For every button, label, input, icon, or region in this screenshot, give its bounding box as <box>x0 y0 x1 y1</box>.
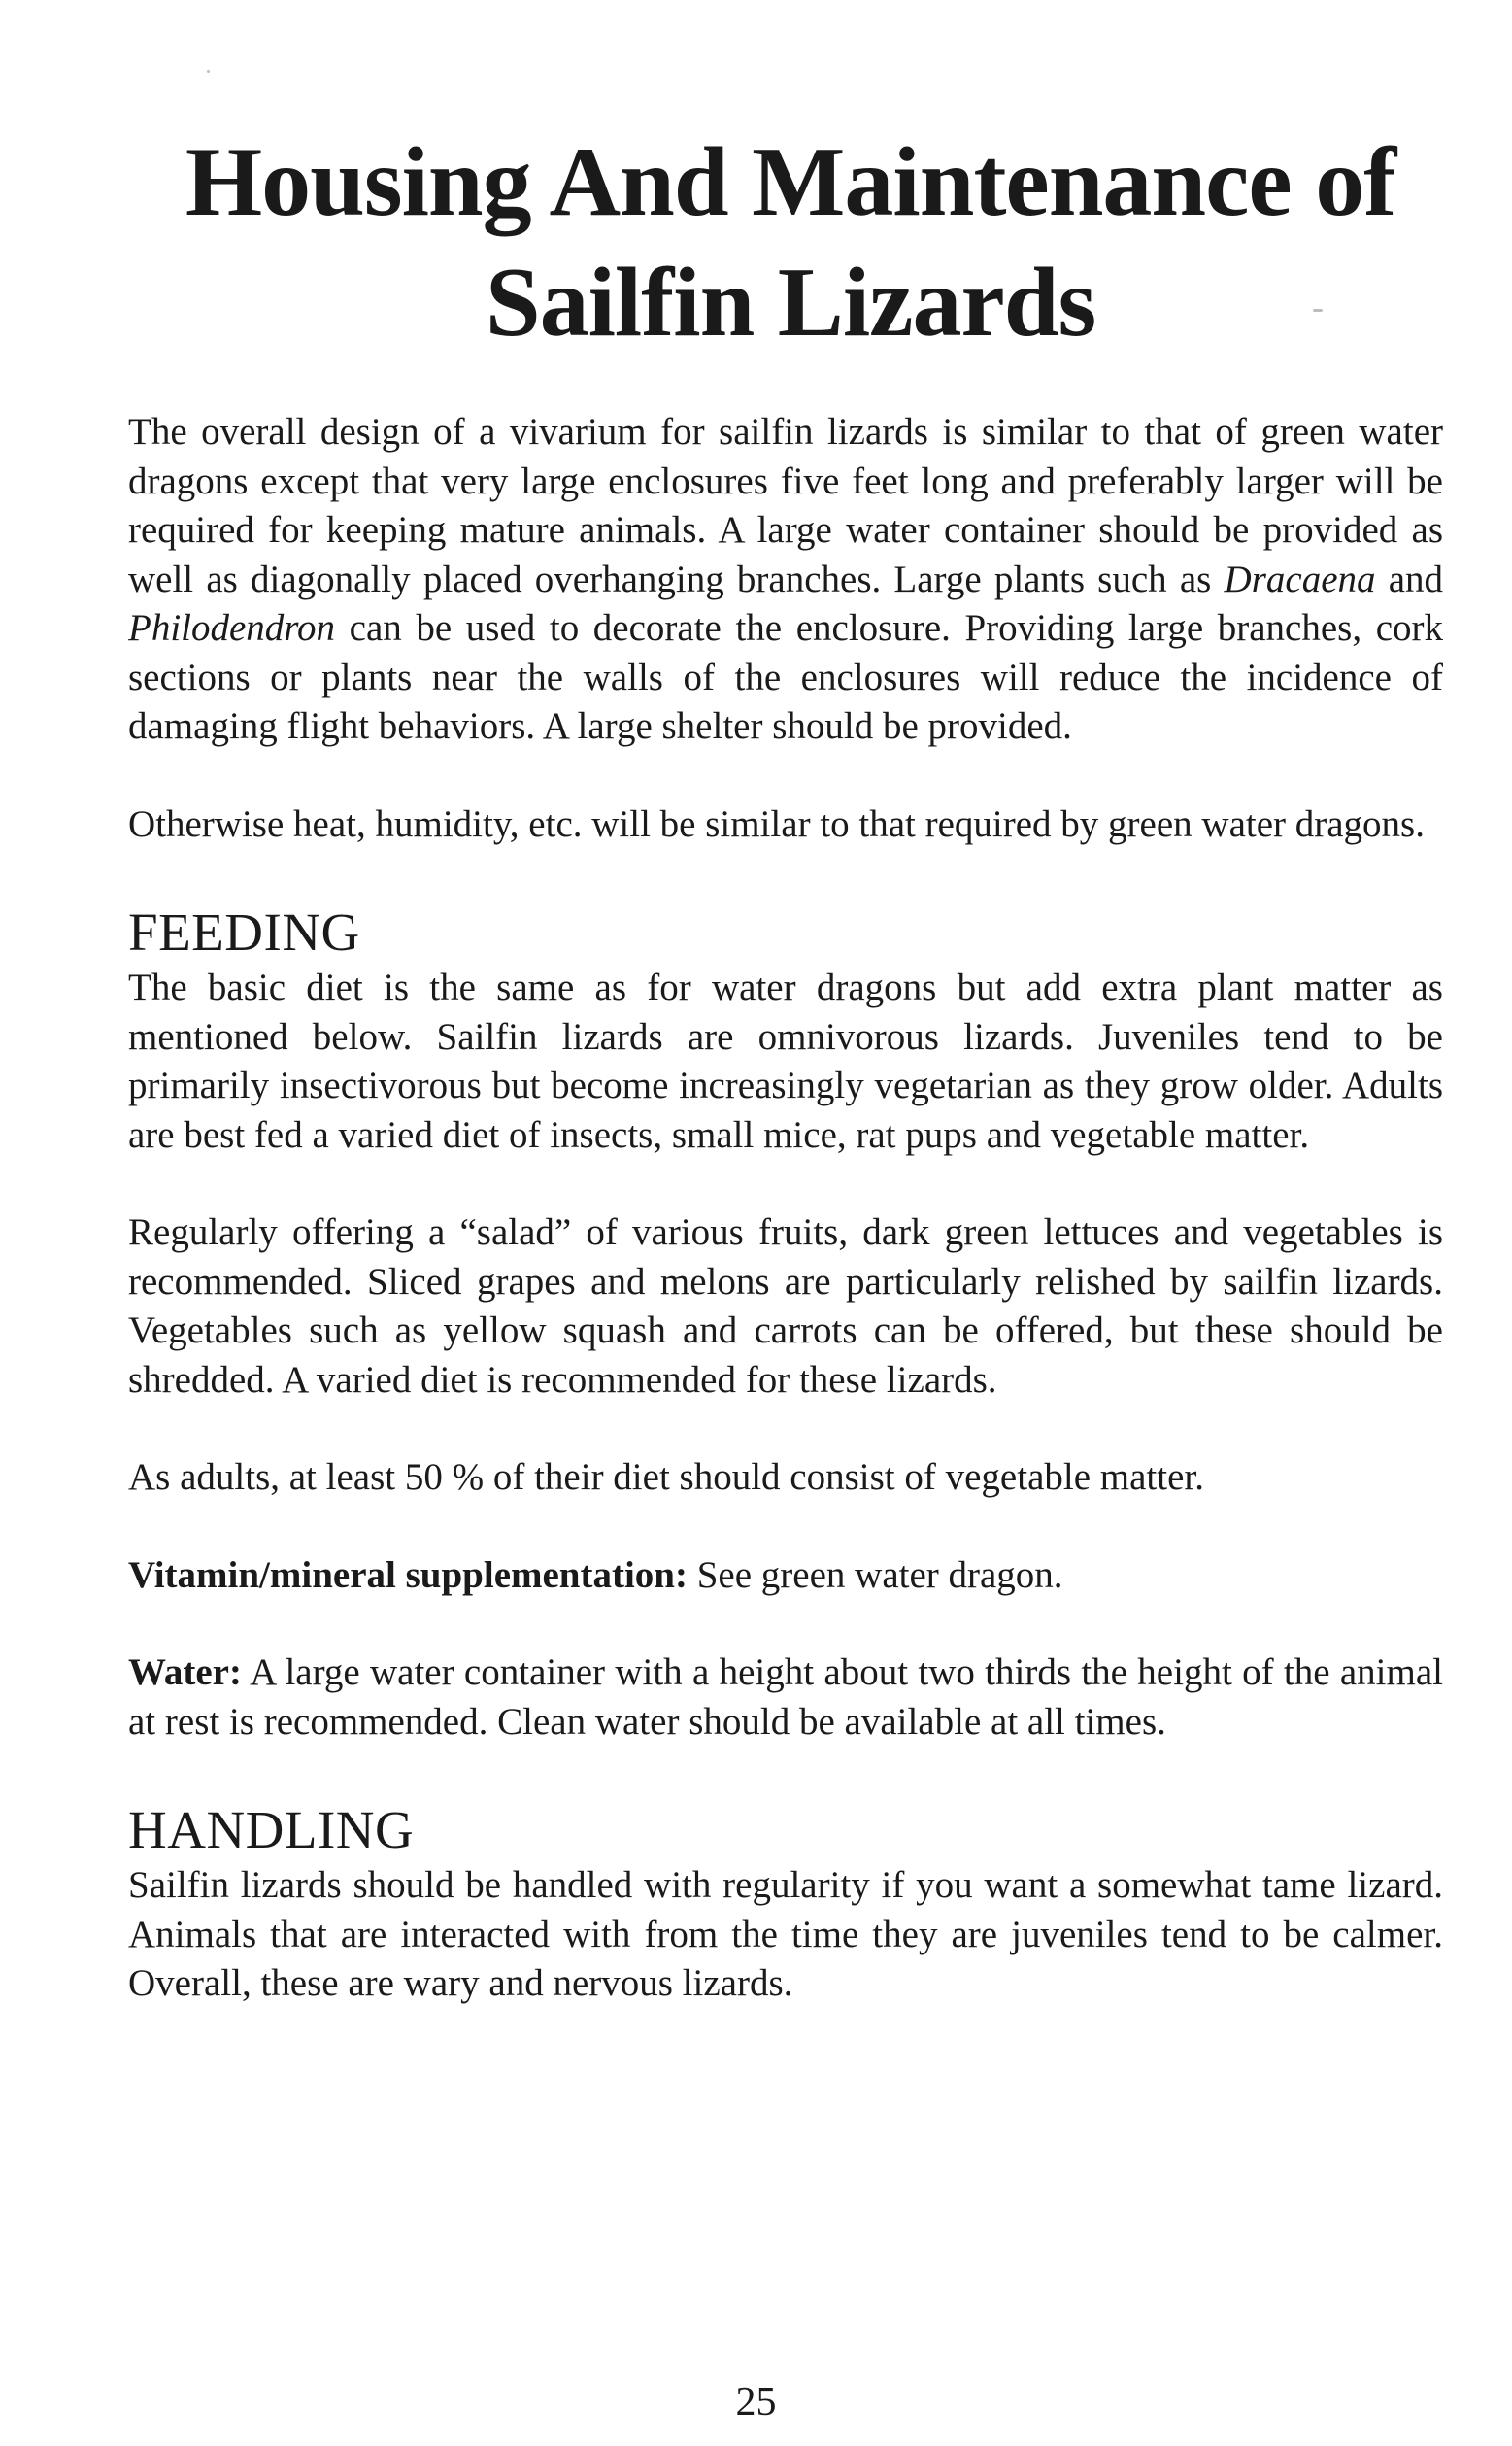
water-paragraph <box>128 1648 1443 1747</box>
handling-paragraph-1: Sailfin lizards should be handled with regularity if you want a somewhat tame lizard. Animals that are interacted with from the time they are juveniles tend to be calmer. Overall, these are wary and nervous lizards. <box>128 1864 1443 2004</box>
vitamin-text: See green water dragon. <box>687 1553 1063 1596</box>
plant-name-dracaena: Dracaena <box>1224 558 1376 600</box>
article-body <box>128 408 1443 2009</box>
page-number: 25 <box>735 2380 777 2425</box>
feeding-paragraph-1: The basic diet is the same as for water dragons but add extra plant matter as mentioned below. Sailfin lizards are omnivorous lizards. Juveniles tend to be primarily insectivorous but become increasingly vegetarian as they grow older. Adults are best fed a varied diet of insects, small mice, rat pups and vegetable matter. <box>128 967 1443 1156</box>
water-text: A large water container with a height about two thirds the height of the animal at rest is recommended. Clean water should be available at all times. <box>128 1651 1443 1743</box>
page-title <box>97 122 1484 363</box>
feeding-paragraph-2: Regularly offering a “salad” of various fruits, dark green lettuces and vegetables is recommended. Sliced grapes and melons are particularly relished by sailfin lizards. Vegetables such as yellow squash and carrots can be offered, but these should be shredded. A varied diet is recommended for these lizards. <box>128 1211 1443 1401</box>
vitamin-label: Vitamin/mineral supplementation: <box>128 1553 688 1596</box>
housing-text-2: and <box>1375 558 1444 600</box>
title-line-1: Housing And Maintenance of <box>185 127 1396 237</box>
scan-speck <box>1313 309 1323 312</box>
housing-text-3: can be used to decorate the enclosure. Providing large branches, cork sections or plants near the walls of the enclosures will reduce the incidence of damaging flight behaviors. A large shelter should be provided. <box>128 607 1443 747</box>
water-label: Water: <box>128 1651 242 1693</box>
housing-paragraph-2: Otherwise heat, humidity, etc. will be similar to that required by green water dragons. <box>128 802 1425 845</box>
feeding-paragraph-3: As adults, at least 50 % of their diet should consist of vegetable matter. <box>128 1456 1204 1498</box>
handling-heading: HANDLING <box>128 1800 415 1859</box>
scan-speck <box>207 70 210 73</box>
vitamin-paragraph <box>128 1551 1443 1601</box>
title-line-2: Sailfin Lizards <box>485 248 1096 357</box>
housing-text-1: The overall design of a vivarium for sailfin lizards is similar to that of green water dragons except that very large enclosures five feet long and preferably larger will be required for keeping mature animals. A large water container should be provided as well as diagonally placed overhanging branches. Large plants such as <box>128 411 1443 600</box>
plant-name-philodendron: Philodendron <box>128 607 336 649</box>
housing-paragraph-1 <box>128 408 1443 752</box>
feeding-heading: FEEDING <box>128 902 360 962</box>
